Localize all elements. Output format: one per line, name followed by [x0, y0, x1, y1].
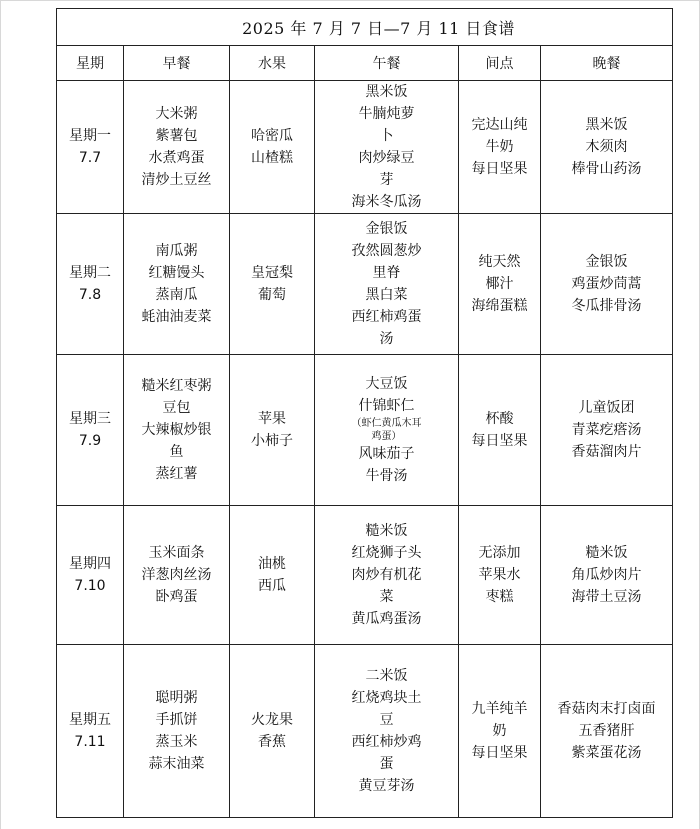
menu-item: 海绵蛋糕 — [471, 298, 528, 314]
menu-item: 南瓜粥 — [155, 243, 198, 259]
menu-item: 儿童饭团 — [578, 400, 635, 416]
menu-item: 鸡蛋） — [371, 431, 402, 442]
header-fruit: 水果 — [230, 46, 315, 81]
date-label: 7.7 — [78, 150, 102, 166]
header-dinner: 晚餐 — [541, 46, 673, 81]
breakfast-cell — [124, 645, 230, 818]
menu-item: 完达山纯 — [471, 117, 528, 133]
menu-item: 棒骨山药汤 — [571, 161, 642, 177]
menu-item: 洋葱肉丝汤 — [141, 567, 212, 583]
menu-item: 火龙果 — [251, 712, 293, 728]
menu-item: 哈密瓜 — [251, 128, 293, 144]
menu-item: 西红柿炒鸡 — [351, 734, 422, 750]
menu-item: 玉米面条 — [148, 545, 205, 561]
menu-item: 黑米饭 — [585, 117, 628, 133]
weekday-label: 星期一 — [69, 128, 111, 144]
table-row — [57, 355, 673, 506]
menu-item: 小柿子 — [251, 433, 293, 449]
menu-item: 杯酸 — [485, 411, 514, 427]
menu-item: 糙米饭 — [585, 545, 628, 561]
menu-item: 里脊 — [372, 265, 401, 281]
menu-table — [56, 8, 673, 818]
menu-item: 香菇肉末打卤面 — [557, 701, 656, 717]
weekday-label: 星期三 — [69, 411, 111, 427]
menu-item: 蒸红薯 — [155, 466, 198, 482]
menu-item: （虾仁黄瓜木耳 — [351, 418, 422, 429]
day-cell — [57, 81, 124, 214]
lunch-cell — [315, 645, 459, 818]
menu-item: 每日坚果 — [471, 161, 528, 177]
menu-item: 黄瓜鸡蛋汤 — [351, 611, 422, 627]
fruit-cell — [230, 355, 315, 506]
menu-item: 枣糕 — [485, 589, 514, 605]
menu-item: 红烧鸡块土 — [351, 690, 422, 706]
page-border-top — [0, 0, 700, 1]
menu-item: 西瓜 — [258, 578, 286, 594]
menu-item: 清炒土豆丝 — [141, 172, 212, 188]
menu-item: 蒸南瓜 — [155, 287, 198, 303]
menu-item: 什锦虾仁 — [358, 398, 415, 414]
menu-item: 金银饭 — [365, 221, 408, 237]
menu-item: 鸡蛋炒茼蒿 — [571, 276, 642, 292]
menu-item: 金银饭 — [585, 254, 628, 270]
menu-item: 孜然圆葱炒 — [351, 243, 422, 259]
weekday-label: 星期五 — [69, 712, 111, 728]
menu-item: 糙米红枣粥 — [141, 378, 212, 394]
menu-item: 香菇溜肉片 — [571, 444, 642, 460]
table-row — [57, 214, 673, 355]
menu-item: 冬瓜排骨汤 — [571, 298, 642, 314]
menu-item: 肉炒有机花 — [351, 567, 422, 583]
fruit-cell — [230, 645, 315, 818]
day-cell — [57, 214, 124, 355]
dinner-cell — [541, 214, 673, 355]
menu-item: 每日坚果 — [471, 745, 528, 761]
menu-item: 蚝油油麦菜 — [141, 309, 212, 325]
dinner-cell — [541, 81, 673, 214]
menu-item: 西红柿鸡蛋 — [351, 309, 422, 325]
day-cell — [57, 506, 124, 645]
menu-item: 紫菜蛋花汤 — [571, 745, 642, 761]
menu-item: 菜 — [379, 589, 394, 605]
menu-item: 汤 — [379, 331, 394, 347]
menu-item: 牛腩炖萝 — [358, 106, 415, 122]
snack-cell — [459, 506, 541, 645]
menu-item: 皇冠梨 — [251, 265, 293, 281]
date-label: 7.11 — [74, 734, 106, 750]
menu-item: 红烧狮子头 — [351, 545, 422, 561]
menu-item: 蒸玉米 — [155, 734, 198, 750]
menu-item: 黄豆芽汤 — [358, 778, 415, 794]
title-row — [57, 9, 673, 46]
menu-item: 山楂糕 — [251, 150, 293, 166]
menu-item: 卜 — [379, 128, 394, 144]
menu-item: 卧鸡蛋 — [155, 589, 198, 605]
menu-item: 每日坚果 — [471, 433, 528, 449]
lunch-cell — [315, 355, 459, 506]
snack-cell — [459, 645, 541, 818]
menu-item: 椰汁 — [485, 276, 514, 292]
menu-item: 聪明粥 — [155, 690, 198, 706]
menu-item: 九羊纯羊 — [471, 701, 528, 717]
breakfast-cell — [124, 81, 230, 214]
dinner-cell — [541, 645, 673, 818]
menu-item: 无添加 — [478, 545, 521, 561]
menu-item: 牛奶 — [485, 139, 514, 155]
menu-item: 苹果水 — [478, 567, 521, 583]
fruit-cell — [230, 506, 315, 645]
page-border-left — [0, 0, 1, 829]
lunch-cell — [315, 81, 459, 214]
menu-item: 黑白菜 — [365, 287, 408, 303]
menu-item: 奶 — [492, 723, 507, 739]
header-snack: 间点 — [459, 46, 541, 81]
menu-item: 纯天然 — [478, 254, 521, 270]
menu-item: 角瓜炒肉片 — [571, 567, 642, 583]
dinner-cell — [541, 355, 673, 506]
lunch-cell — [315, 214, 459, 355]
snack-cell — [459, 214, 541, 355]
menu-item: 黑米饭 — [365, 84, 408, 100]
snack-cell — [459, 355, 541, 506]
date-label: 7.10 — [74, 578, 106, 594]
menu-item: 苹果 — [258, 411, 286, 427]
menu-item: 风味茄子 — [358, 446, 415, 462]
menu-item: 水煮鸡蛋 — [148, 150, 205, 166]
dinner-cell — [541, 506, 673, 645]
header-day: 星期 — [57, 46, 124, 81]
menu-item: 大辣椒炒银 — [141, 422, 212, 438]
date-label: 7.8 — [78, 287, 102, 303]
menu-item: 蒜末油菜 — [148, 756, 205, 772]
menu-item: 木须肉 — [585, 139, 628, 155]
menu-item: 肉炒绿豆 — [358, 150, 415, 166]
menu-item: 豆 — [379, 712, 394, 728]
fruit-cell — [230, 214, 315, 355]
menu-item: 手抓饼 — [155, 712, 198, 728]
lunch-cell — [315, 506, 459, 645]
menu-item: 油桃 — [258, 556, 286, 572]
table-row — [57, 506, 673, 645]
menu-item: 鱼 — [169, 444, 184, 460]
date-label: 7.9 — [78, 433, 102, 449]
menu-title: 2025 年 7 月 7 日—7 月 11 日食谱 — [57, 9, 673, 46]
breakfast-cell — [124, 355, 230, 506]
day-cell — [57, 645, 124, 818]
weekday-label: 星期四 — [69, 556, 111, 572]
breakfast-cell — [124, 506, 230, 645]
header-row — [57, 46, 673, 81]
menu-item: 青菜疙瘩汤 — [571, 422, 642, 438]
table-row — [57, 645, 673, 818]
header-breakfast: 早餐 — [124, 46, 230, 81]
menu-item: 蛋 — [379, 756, 394, 772]
snack-cell — [459, 81, 541, 214]
menu-item: 糙米饭 — [365, 523, 408, 539]
menu-item: 二米饭 — [365, 668, 408, 684]
day-cell — [57, 355, 124, 506]
menu-item: 紫薯包 — [155, 128, 198, 144]
menu-item: 大豆饭 — [365, 376, 408, 392]
menu-item: 香蕉 — [258, 734, 286, 750]
menu-item: 大米粥 — [155, 106, 198, 122]
menu-item: 五香猪肝 — [578, 723, 635, 739]
header-lunch: 午餐 — [315, 46, 459, 81]
weekday-label: 星期二 — [69, 265, 111, 281]
menu-item: 海米冬瓜汤 — [351, 194, 422, 210]
fruit-cell — [230, 81, 315, 214]
breakfast-cell — [124, 214, 230, 355]
menu-item: 海带土豆汤 — [571, 589, 642, 605]
table-row — [57, 81, 673, 214]
menu-item: 芽 — [379, 172, 394, 188]
menu-item: 红糖馒头 — [148, 265, 205, 281]
menu-item: 葡萄 — [258, 287, 286, 303]
menu-item: 豆包 — [162, 400, 191, 416]
menu-item: 牛骨汤 — [365, 468, 408, 484]
